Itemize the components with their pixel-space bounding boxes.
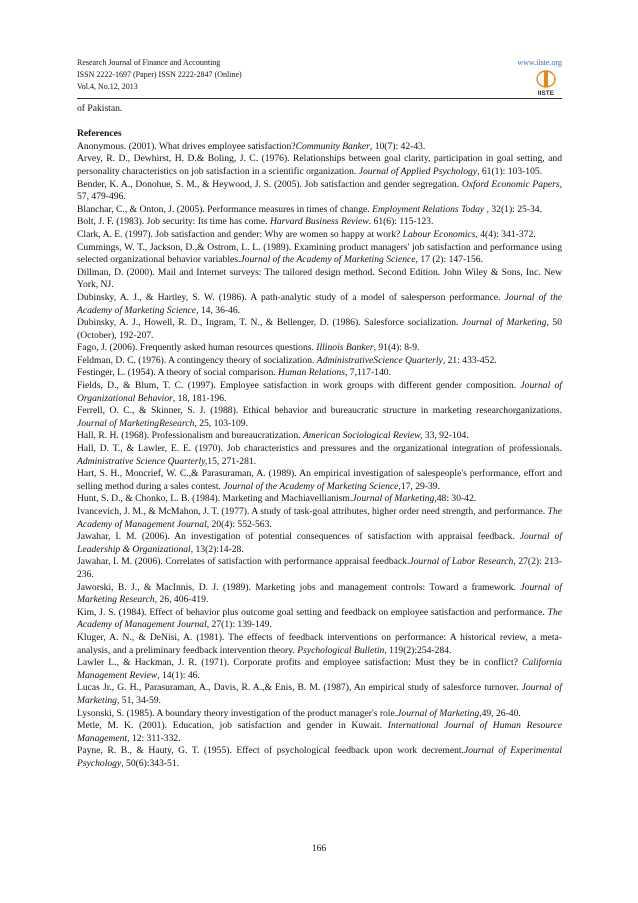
reference-text: Lucas Jr., G. H., Parasuraman, A., Davis, R. A.,& Enis, B. M. (1987), An empirical study of salesforce turnover. [77,682,522,694]
reference-citation-details: 26, 406-419. [157,594,209,606]
reference-text: Metle, M. K. (2001). Education, job satisfaction and gender in Kuwait. [77,720,388,732]
reference-text: Kluger, A. N., & DeNisi, A. (1981). The effects of feedback interventions on performance: A historical review, a meta-analysis, and a preliminary feedback intervention theory. [77,631,562,656]
reference-text: Blanchar, C., & Onton, J. (2005). Performance measures in times of change. [77,203,373,215]
reference-text: Bolt, J. F. (1983). Job security: Its time has come. [77,216,270,228]
reference-citation-details: 25, 103-109. [196,417,248,429]
reference-entry [77,682,562,707]
reference-citation-details: . 61(6): 115-123. [368,216,434,228]
reference-source-title: Human Relations [278,367,345,379]
reference-text: Fields, D., & Blum, T. C. (1997). Employee satisfaction in work groups with different gender composition. [77,380,521,392]
header-divider [77,98,562,99]
logo-wordmark: IISTE [537,90,555,97]
reference-entry [77,556,562,581]
iiste-logo [534,69,558,97]
reference-text: Hunt, S. D., & Chonko, L. B. (1984). Marketing and Machiavellianism. [77,493,353,505]
reference-source-title: AdministrativeScience Quarterly [316,354,443,366]
reference-source-title: Journal of Marketing, [352,493,437,505]
reference-entry [77,708,562,721]
reference-source-title: Psychological Bulletin [297,644,385,656]
reference-text: Clark, A. E. (1997). Job satisfaction and gender: Why are women so happy at work? [77,228,403,240]
reference-citation-details: , 61(1): 103-105. [477,165,543,177]
reference-text: Cummings, W. T., Jackson, D.,& Ostrom, L. L. (1989). Examining product managers' job satisfaction and performance using selected organizational behavior variables. [77,241,562,266]
reference-entry [77,267,562,292]
reference-text: Hall, R. H. (1968). Professionalism and bureaucratization. [77,430,303,442]
reference-entry [77,141,562,154]
reference-entry [77,405,562,430]
reference-citation-details: , 91(4): 8-9. [373,342,420,354]
reference-entry [77,443,562,468]
reference-entry [77,355,562,368]
reference-text: Festinger, L. (1954). A theory of social comparison. [77,367,279,379]
reference-entry [77,342,562,355]
reference-citation-details: 17 (2): 147-156. [417,254,483,266]
reference-text: Dillman, D. (2000). Mail and Internet surveys: The tailored design method. Second Edition. John Wiley & Sons, Inc. New York, NJ. [77,266,562,291]
reference-citation-details: 51, 34-59. [119,694,161,706]
reference-source-title: Journal of Leadership & Organizational [77,531,562,555]
reference-entry [77,153,562,178]
reference-source-title: Journal of Marketing, [397,707,482,719]
reference-citation-details: 17, 29-39. [400,480,440,492]
reference-text: Dubinsky, A. J., & Hartley, S. W. (1986). A path-analytic study of a model of salesperson performance. [77,291,505,303]
page-header [77,57,562,97]
reference-source-title: Labour Economics [402,228,476,240]
reference-source-title: Oxford Economic Papers [461,178,560,190]
reference-source-title: Journal of Applied Psychology [358,165,478,177]
reference-text: Feldman, D. C. (1976). A contingency theory of socialization. [77,354,317,366]
reference-entry [77,179,562,204]
reference-source-title: Employment Relations Today [372,203,485,215]
reference-entry [77,229,562,242]
reference-entry [77,216,562,229]
reference-text: Jawahar, I. M. (2006). An investigation of potential consequences of satisfaction with appraisal feedback. [77,531,520,543]
reference-source-title: Journal of Marketing Research, [77,581,562,606]
reference-citation-details: , 18, 181-196. [172,392,227,404]
reference-source-title: Journal of Marketing, [77,682,562,706]
reference-citation-details: 20(4): 552-563. [209,518,272,530]
reference-source-title: Journal of Organizational Behavior [77,380,562,404]
reference-entry [77,493,562,506]
reference-citation-details: , 21: 433-452. [442,354,497,366]
reference-citation-details: , 14(1): 46. [157,669,200,681]
reference-entry [77,204,562,217]
reference-source-title: American Sociological Review, [302,430,423,442]
reference-citation-details: , 32(1): 25-34. [484,203,542,215]
reference-citation-details: , 27(2): 213-236. [77,556,562,580]
reference-citation-details: , 50 (October), 192-207. [77,317,562,341]
reference-text: Anonymous. (2001). What drives employee satisfaction? [77,140,296,152]
reference-entry [77,292,562,317]
reference-text: Jawahar, I. M. (2006). Correlates of satisfaction with performance appraisal feedback. [77,556,410,568]
reference-source-title: Journal of Experimental Psychology [77,745,562,769]
reference-citation-details: , 12: 311-332. [127,732,181,744]
reference-entry [77,720,562,745]
reference-citation-details: , 4(4): 341-372. [475,228,536,240]
volume-line: Vol.4, No.12, 2013 [77,82,138,91]
reference-text: Hall, D. T., & Lawler, E. E. (1970). Job characteristics and pressures and the organizational integration of professionals. [77,443,562,455]
reference-source-title: Journal of the Academy of Marketing Science [77,291,562,316]
reference-text: Ivancevich, J. M., & McMahon, J. T. (1977). A study of task-goal attributes, higher order need strength, and performance. [77,506,548,517]
references-heading: References [77,128,122,140]
reference-citation-details: , 14, 36-46. [196,304,241,316]
reference-citation-details: 49, 26-40. [481,707,521,719]
journal-url-link[interactable]: www.iiste.org [517,58,562,67]
reference-source-title: Journal of the Academy of Marketing Science, [240,254,418,266]
reference-citation-details: , 10(7): 42-43. [369,140,426,152]
reference-entry [77,657,562,682]
reference-text: Lawler L., & Hackman, J. R. (1971). Corporate profits and employee satisfaction: Must they be in conflict? [77,657,523,669]
issn-line: ISSN 2222-1697 (Paper) ISSN 2222-2847 (Online) [77,70,242,79]
reference-text: Hart, S. H., Moncrief, W. C.,& Parasuraman, A. (1989). An empirical investigation of salespeople's performance, effort and selling method during a sales contest. [77,468,562,492]
reference-source-title: International Journal of Human Resource Management [77,720,562,744]
reference-source-title: The Academy of Management Journal, [77,506,562,530]
reference-entry [77,632,562,657]
reference-text: Fago, J. (2006). Frequently asked human resources questions. [77,342,317,354]
reference-text: Payne, R. B., & Hauty, G. T. (1955). Effect of psychological feedback upon work decrement. [77,745,464,757]
reference-citation-details: , 119(2):254-284. [384,644,452,656]
reference-source-title: Journal of Marketing [462,317,547,329]
reference-citation-details: , 50(6):343-51. [121,757,180,769]
reference-source-title: Journal of the Academy of Marketing Science, [223,480,401,492]
reference-entry [77,468,562,493]
reference-text: Bender, K. A., Donohue, S. M., & Heywood, J. S. (2005). Job satisfaction and gender segregation. [77,178,462,190]
reference-entry [77,745,562,770]
reference-source-title: California Management Review [77,657,562,681]
reference-citation-details: 15, 271-281. [207,455,257,467]
reference-text: Dubinsky, A. J., Howell, R. D., Ingram, T. N., & Bellenger, D. (1986). Salesforce socialization. [77,317,463,329]
reference-list [77,141,562,771]
reference-citation-details: 33, 92-104. [422,430,469,442]
reference-text: Ferrell, O. C., & Skinner, S. J. (1988). Ethical behavior and bureaucratic structure in marketing researchorganizations. [77,405,562,417]
reference-source-title: Harvard Business Review [269,216,369,228]
reference-entry [77,506,562,531]
reference-text: Lysonski, S. (1985). A boundary theory investigation of the product manager's role. [77,707,398,719]
reference-source-title: Administrative Science Quarterly, [77,455,208,467]
reference-text: Kim, J. S. (1984). Effect of behavior plus outcome goal setting and feedback on employee satisfaction and performance. [77,606,548,618]
reference-entry [77,430,562,443]
intro-text: of Pakistan. [77,103,123,114]
reference-entry [77,531,562,556]
reference-source-title: Illinois Banker [316,342,374,354]
reference-source-title: The Academy of Management Journal [77,606,562,631]
page-body [77,103,562,770]
reference-entry [77,242,562,267]
reference-citation-details: , 13(2):14-28. [190,543,244,555]
reference-entry [77,380,562,405]
reference-text: Arvey, R. D., Dewhirst, H. D.& Boling, J. C. (1976). Relationships between goal clarity, participation in goal setting, and personality characteristics on job satisfaction in a scientific organization. [77,153,562,177]
reference-source-title: Community Banker [295,140,370,152]
reference-source-title: Journal of Labor Research [409,556,514,568]
reference-entry [77,582,562,607]
reference-citation-details: , 7,117-140. [344,367,391,379]
reference-text: Jaworski, B. J., & MacInnis, D. J. (1989). Marketing jobs and management controls: Toward a framework. [77,581,521,593]
page-number: 166 [311,843,327,854]
reference-citation-details: , 57, 479-496. [77,178,562,203]
reference-entry [77,317,562,342]
reference-entry [77,367,562,380]
reference-citation-details: , 27(1): 139-149. [206,619,272,631]
reference-citation-details: 48: 30-42. [436,493,477,505]
reference-source-title: Journal of MarketingResearch, [77,417,197,429]
reference-entry [77,607,562,632]
journal-name: Research Journal of Finance and Accounting [77,58,221,67]
